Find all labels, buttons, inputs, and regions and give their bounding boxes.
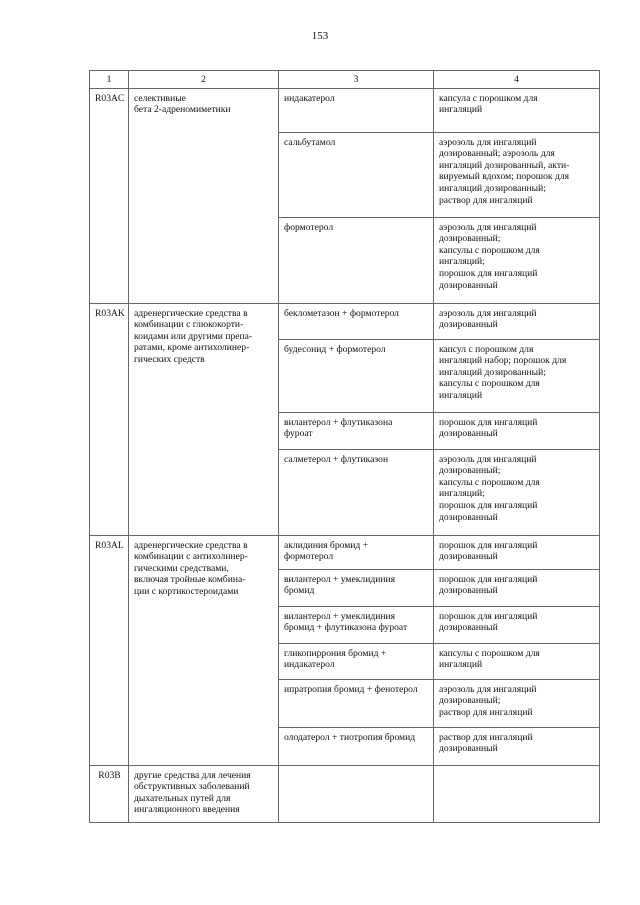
column-header: 4 xyxy=(434,71,600,89)
dosage-form: порошок для ингаляций дозированный xyxy=(434,606,600,643)
table-header-row xyxy=(90,71,600,89)
dosage-form: аэрозоль для ингаляций дозированный; аэрозоль для ингаляций дозированный, акти- вируемый вдохом; порошок для ингаляций дозированный; раствор для ингаляций xyxy=(434,132,600,217)
group-name: селективные бета 2-адреномиметики xyxy=(129,88,279,303)
column-header: 1 xyxy=(90,71,129,89)
group-name: адренергические средства в комбинации с глюкокорти- коидами или другими препа- ратами, кроме антихолинер- гических средств xyxy=(129,303,279,535)
table-row xyxy=(90,88,600,132)
dosage-form: порошок для ингаляций дозированный xyxy=(434,535,600,569)
dosage-form: аэрозоль для ингаляций дозированный; капсулы с порошком для ингаляций; порошок для ингаляций дозированный xyxy=(434,217,600,303)
substance-name: олодатерол + тиотропия бромид xyxy=(279,727,434,765)
substance-name xyxy=(279,765,434,822)
column-header: 2 xyxy=(129,71,279,89)
group-name: адренергические средства в комбинации с антихолинер- гическими средствами, включая тройные комбина- ции с кортикостероидами xyxy=(129,535,279,765)
dosage-form: аэрозоль для ингаляций дозированный; раствор для ингаляций xyxy=(434,679,600,727)
substance-name: аклидиния бромид + формотерол xyxy=(279,535,434,569)
drug-classification-table xyxy=(89,70,600,823)
substance-name: формотерол xyxy=(279,217,434,303)
substance-name: беклометазон + формотерол xyxy=(279,303,434,339)
dosage-form: аэрозоль для ингаляций дозированный; капсулы с порошком для ингаляций; порошок для ингаляций дозированный xyxy=(434,449,600,535)
atc-code: R03AL xyxy=(90,535,129,765)
dosage-form: порошок для ингаляций дозированный xyxy=(434,569,600,606)
substance-name: вилантерол + умеклидиния бромид xyxy=(279,569,434,606)
substance-name: сальбутамол xyxy=(279,132,434,217)
substance-name: ипратропия бромид + фенотерол xyxy=(279,679,434,727)
page-number: 153 xyxy=(311,30,329,42)
dosage-form: капсулы с порошком для ингаляций xyxy=(434,643,600,679)
substance-name: гликопиррония бромид + индакатерол xyxy=(279,643,434,679)
substance-name: вилантерол + флутиказона фуроат xyxy=(279,412,434,449)
substance-name: салметерол + флутиказон xyxy=(279,449,434,535)
column-header: 3 xyxy=(279,71,434,89)
substance-name: индакатерол xyxy=(279,88,434,132)
dosage-form: порошок для ингаляций дозированный xyxy=(434,412,600,449)
dosage-form: раствор для ингаляций дозированный xyxy=(434,727,600,765)
dosage-form: аэрозоль для ингаляций дозированный xyxy=(434,303,600,339)
group-name: другие средства для лечения обструктивных заболеваний дыхательных путей для ингаляционного введения xyxy=(129,765,279,822)
substance-name: вилантерол + умеклидиния бромид + флутиказона фуроат xyxy=(279,606,434,643)
dosage-form: капсула с порошком для ингаляций xyxy=(434,88,600,132)
atc-code: R03B xyxy=(90,765,129,822)
table-row xyxy=(90,303,600,339)
dosage-form: капсул с порошком для ингаляций набор; порошок для ингаляций дозированный; капсулы с порошком для ингаляций xyxy=(434,339,600,412)
atc-code: R03AC xyxy=(90,88,129,303)
table-row xyxy=(90,765,600,822)
table-row xyxy=(90,535,600,569)
substance-name: будесонид + формотерол xyxy=(279,339,434,412)
atc-code: R03AK xyxy=(90,303,129,535)
dosage-form xyxy=(434,765,600,822)
